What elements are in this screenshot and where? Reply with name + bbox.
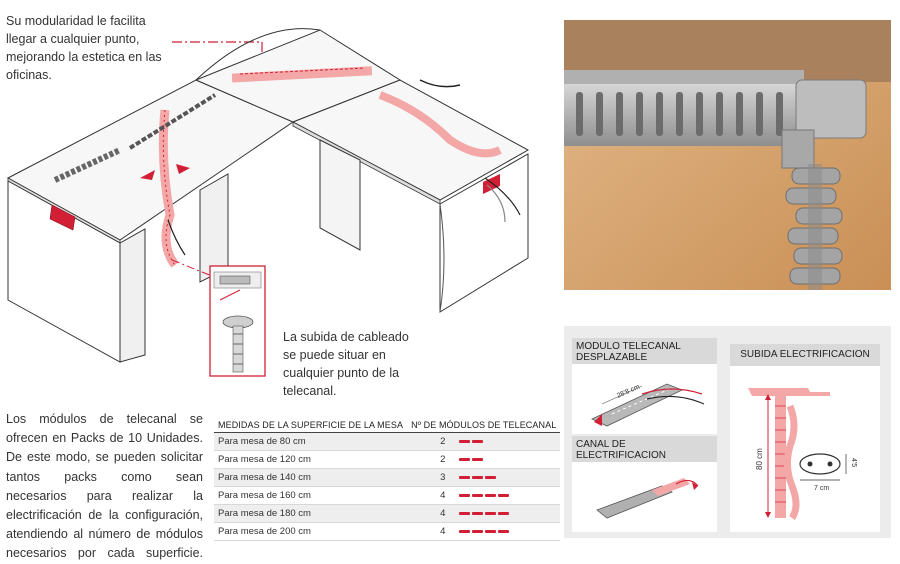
module-dash: [459, 494, 470, 497]
row-surface-size: Para mesa de 80 cm: [214, 433, 407, 451]
module-dash: [472, 458, 483, 461]
row-module-count: 3: [407, 469, 455, 487]
label-subida-electrificacion: SUBIDA ELECTRIFICACION: [730, 344, 880, 366]
row-surface-size: Para mesa de 140 cm: [214, 469, 407, 487]
caption-cable-rise: La subida de cableado se puede situar en cualquier punto de la telecanal.: [283, 330, 409, 398]
product-photo: [564, 20, 891, 290]
modules-table: [214, 418, 560, 541]
dim-depth: 4'5: [850, 458, 857, 468]
table-row: [214, 451, 560, 469]
row-surface-size: Para mesa de 200 cm: [214, 523, 407, 541]
module-dash: [459, 530, 470, 533]
module-dash: [472, 494, 483, 497]
row-module-bars: [455, 487, 560, 505]
module-dash: [459, 512, 470, 515]
canal-illustration: [572, 462, 717, 532]
module-dash: [485, 476, 496, 479]
module-dash: [498, 494, 509, 497]
module-dash: [498, 512, 509, 515]
table-header-row: [214, 418, 560, 433]
subida-illustration: [730, 366, 880, 532]
label-modulo-telecanal: MODULO TELECANAL DESPLAZABLE: [572, 338, 717, 364]
module-dash: [485, 530, 496, 533]
row-module-bars: [455, 469, 560, 487]
table-row: [214, 469, 560, 487]
dim-height: 80 cm: [755, 448, 764, 470]
module-dash: [485, 512, 496, 515]
dim-width: 7 cm: [814, 485, 830, 492]
module-dash: [472, 530, 483, 533]
desk-illustration: [0, 0, 545, 400]
module-dash: [459, 476, 470, 479]
packs-description: Los módulos de telecanal se ofrecen en Packs de 10 Unidades. De este modo, se pueden solicitar tantos packs como sean necesarios para realizar la electrificación de la configuración, atendiendo al número de módulos necesarios por cada superficie.: [6, 412, 203, 561]
table-row: [214, 433, 560, 451]
row-module-bars: [455, 433, 560, 451]
module-dash: [472, 440, 483, 443]
modulo-illustration: [572, 364, 717, 434]
module-dash: [472, 512, 483, 515]
row-module-bars: [455, 523, 560, 541]
row-module-count: 4: [407, 487, 455, 505]
row-module-count: 4: [407, 523, 455, 541]
module-dash: [459, 458, 470, 461]
label-canal-articulada: CANAL DE ELECTRIFICACION: [572, 436, 717, 462]
diagram-panel: [564, 326, 891, 538]
module-dash: [498, 530, 509, 533]
row-module-bars: [455, 505, 560, 523]
module-dash: [459, 440, 470, 443]
row-module-count: 4: [407, 505, 455, 523]
row-surface-size: Para mesa de 180 cm: [214, 505, 407, 523]
row-surface-size: Para mesa de 160 cm: [214, 487, 407, 505]
dim-modulo: 28'8 cm: [615, 383, 642, 400]
header-module-count: Nº DE MÓDULOS DE TELECANAL: [407, 418, 560, 433]
module-dash: [472, 476, 483, 479]
table-row: [214, 523, 560, 541]
table-row: [214, 505, 560, 523]
row-surface-size: Para mesa de 120 cm: [214, 451, 407, 469]
module-dash: [485, 494, 496, 497]
header-surface-size: MEDIDAS DE LA SUPERFICIE DE LA MESA: [214, 418, 407, 433]
caption-modularity: Su modularidad le facilita llegar a cualquier punto, mejorando la estetica en las oficinas.: [6, 14, 162, 82]
row-module-count: 2: [407, 451, 455, 469]
table-row: [214, 487, 560, 505]
row-module-bars: [455, 451, 560, 469]
row-module-count: 2: [407, 433, 455, 451]
